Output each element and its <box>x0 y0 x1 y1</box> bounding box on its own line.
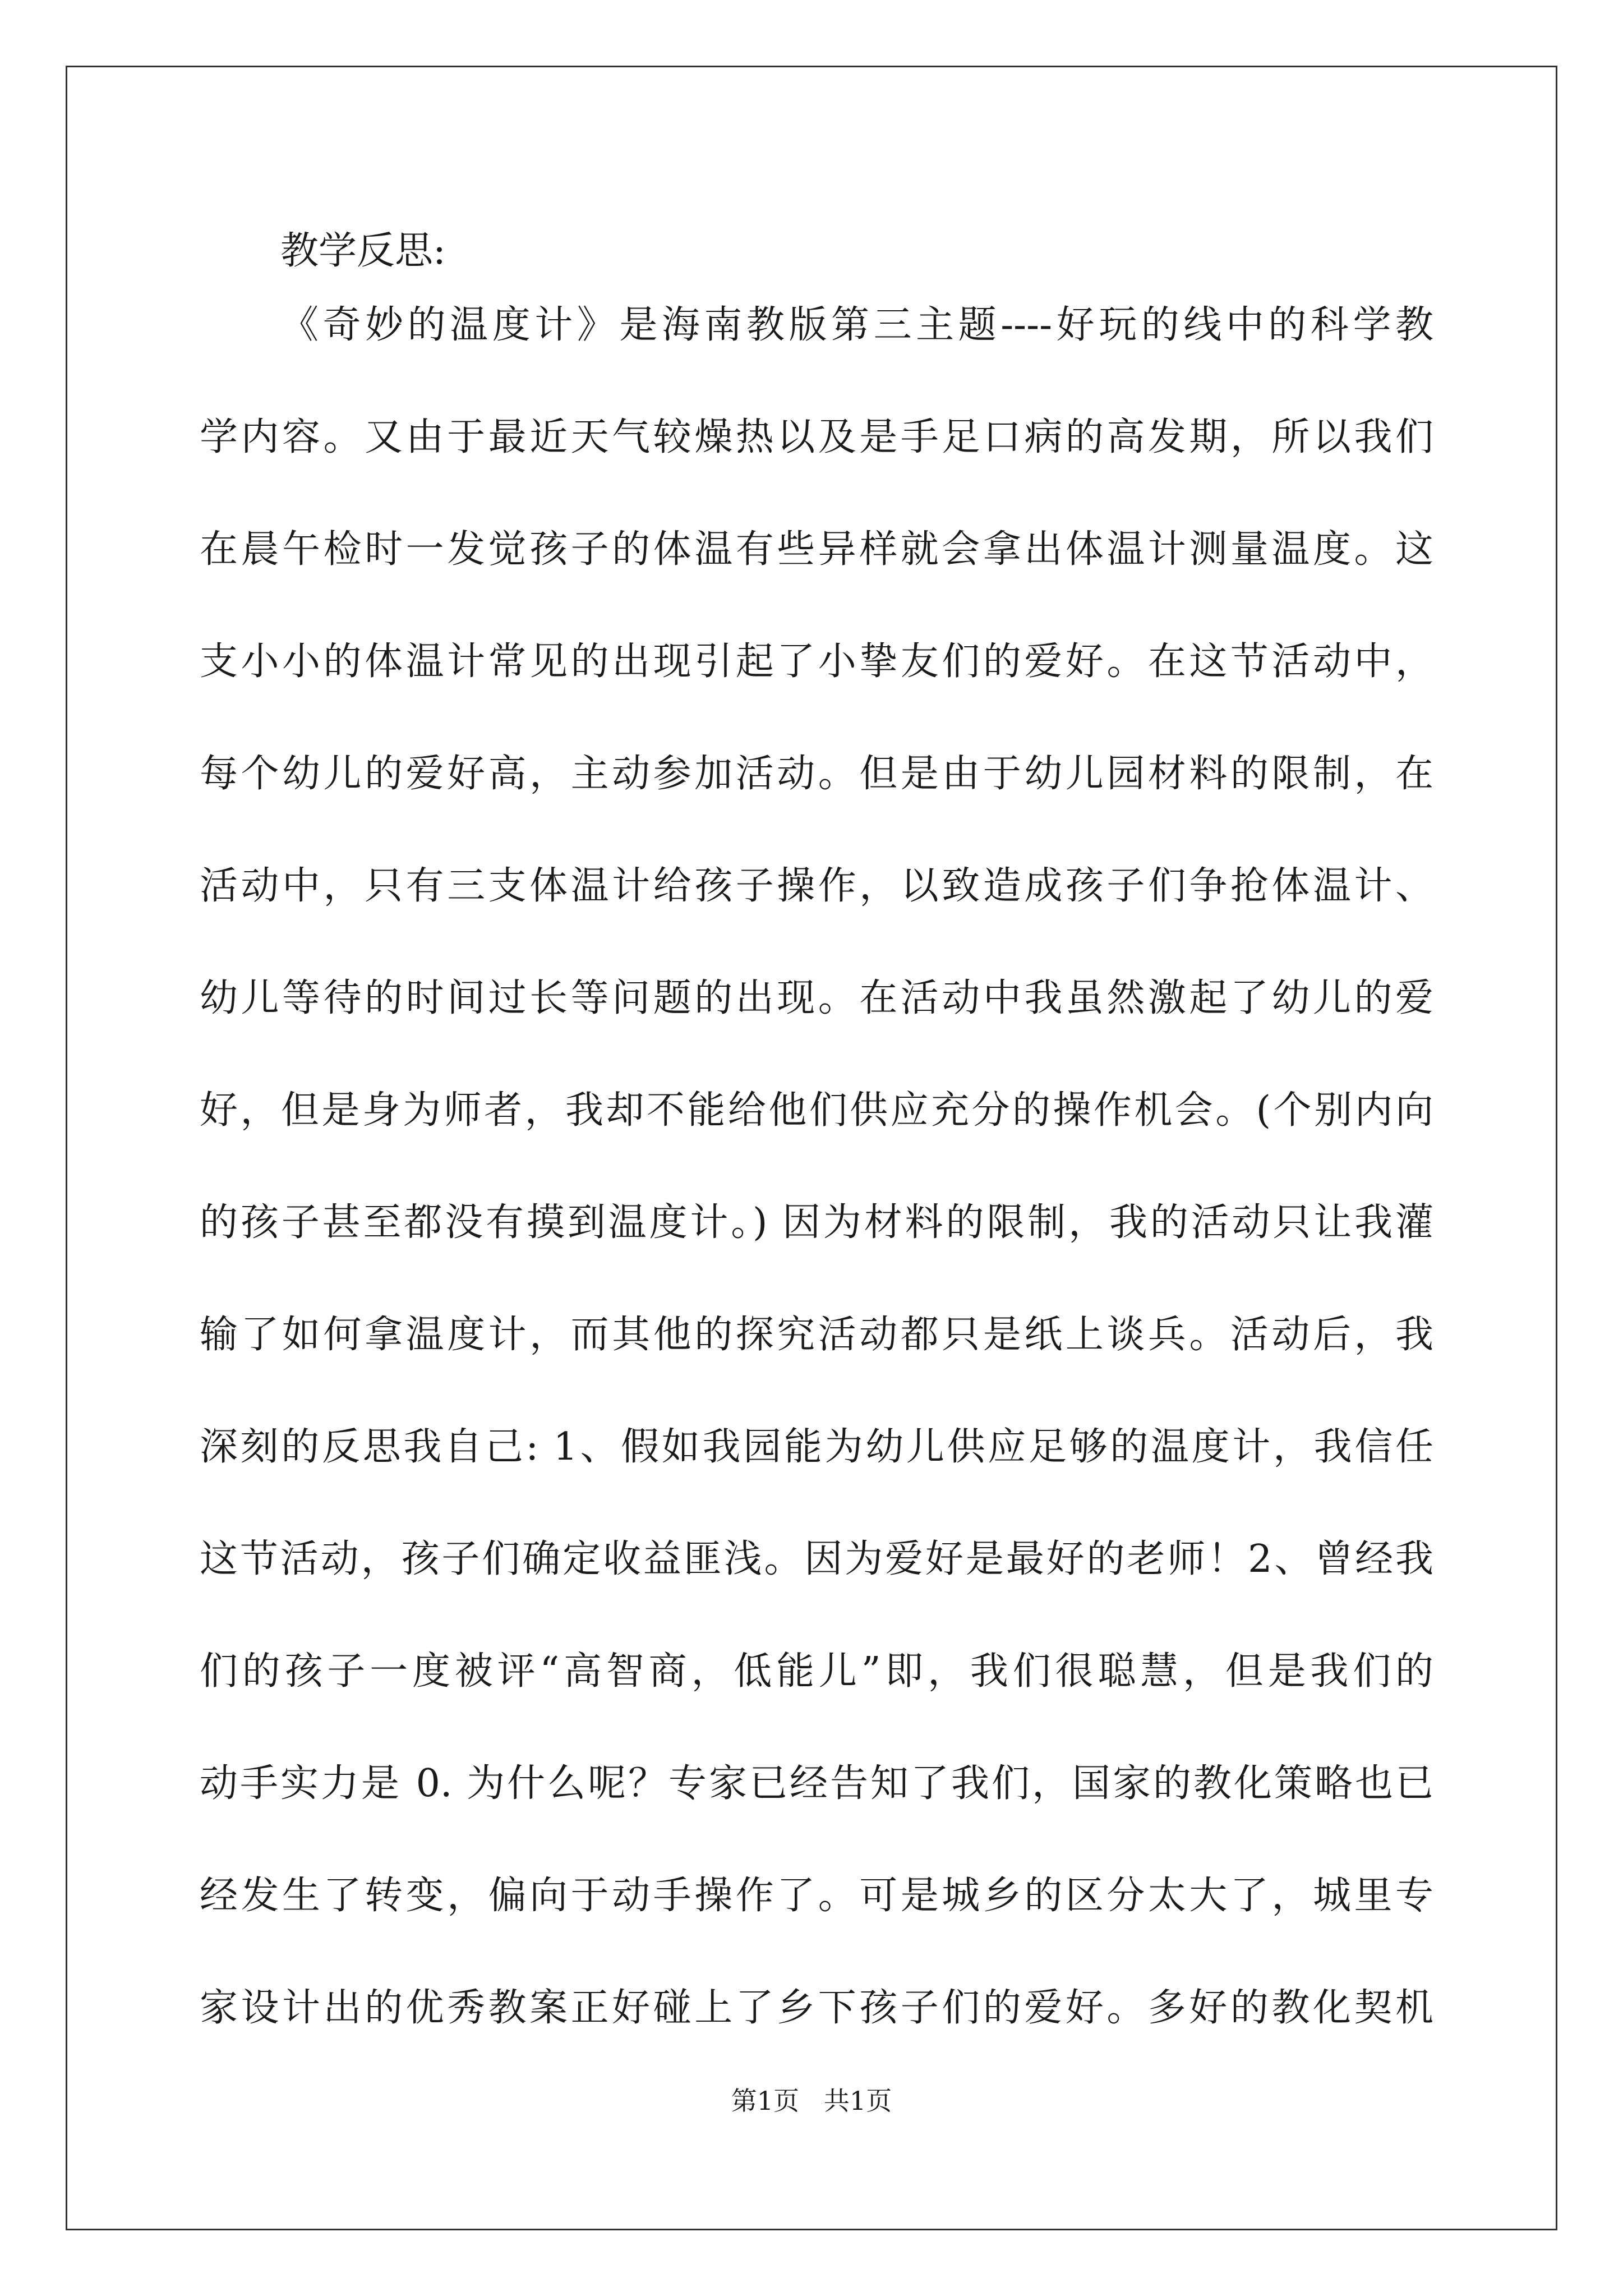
document-body <box>200 289 1433 2084</box>
paragraph-line: 的孩子甚至都没有摸到温度计。) 因为材料的限制，我的活动只让我灌 <box>200 1200 1433 1245</box>
paragraph-line: 学内容。又由于最近天气较燥热以及是手足口病的高发期，所以我们 <box>200 415 1433 459</box>
paragraph-line: 幼儿等待的时间过长等问题的出现。在活动中我虽然激起了幼儿的爱 <box>200 976 1433 1020</box>
paragraph-line: 在晨午检时一发觉孩子的体温有些异样就会拿出体温计测量温度。这 <box>200 527 1433 572</box>
page-number: 第1页 共1页 <box>731 2086 892 2116</box>
paragraph-line: 们的孩子一度被评“高智商，低能儿”即，我们很聪慧，但是我们的 <box>200 1649 1433 1694</box>
paragraph-line: 好，但是身为师者，我却不能给他们供应充分的操作机会。(个别内向 <box>200 1088 1433 1133</box>
paragraph-line: 动手实力是 0. 为什么呢？专家已经告知了我们，国家的教化策略也已 <box>200 1761 1433 1806</box>
paragraph-line: 经发生了转变，偏向于动手操作了。可是城乡的区分太大了，城里专 <box>200 1874 1433 1918</box>
paragraph-line: 每个幼儿的爱好高，主动参加活动。但是由于幼儿园材料的限制，在 <box>200 752 1433 796</box>
paragraph-line: 家设计出的优秀教案正好碰上了乡下孩子们的爱好。多好的教化契机 <box>200 1986 1433 2030</box>
paragraph-line: 这节活动，孩子们确定收益匪浅。因为爱好是最好的老师！2、曾经我 <box>200 1537 1433 1581</box>
paragraph-line: 活动中，只有三支体温计给孩子操作，以致造成孩子们争抢体温计、 <box>200 864 1433 908</box>
paragraph-line: 输了如何拿温度计，而其他的探究活动都只是纸上谈兵。活动后，我 <box>200 1313 1433 1357</box>
paragraph-line: 深刻的反思我自己: 1、假如我园能为幼儿供应足够的温度计，我信任 <box>200 1425 1433 1469</box>
paragraph-line: 支小小的体温计常见的出现引起了小挚友们的爱好。在这节活动中， <box>200 639 1433 684</box>
paragraph-line: 《奇妙的温度计》是海南教版第三主题----好玩的线中的科学教 <box>280 303 1433 347</box>
section-heading: 教学反思: <box>280 229 446 273</box>
